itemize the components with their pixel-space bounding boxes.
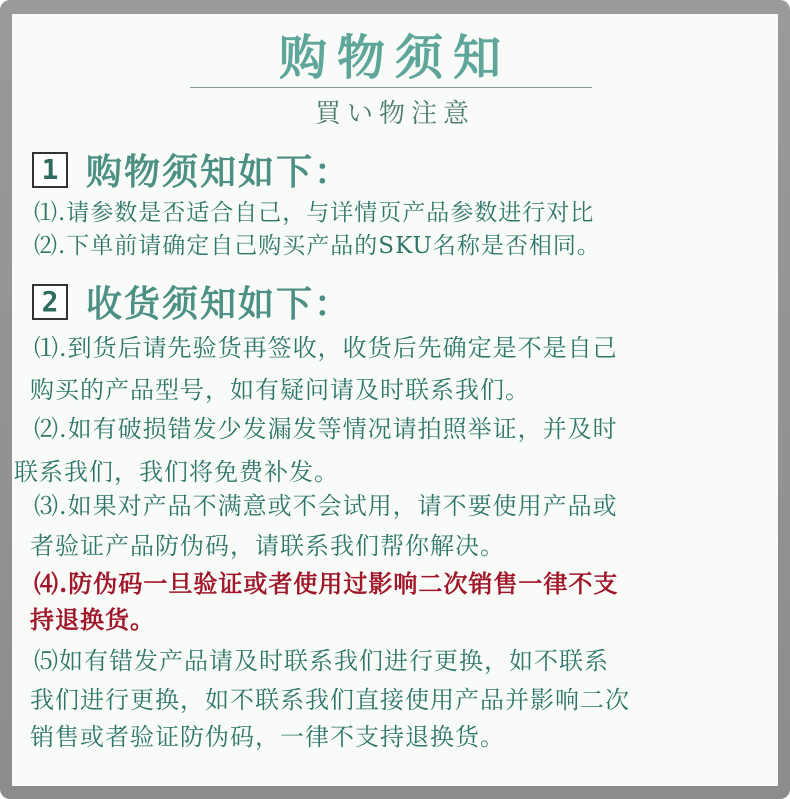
section-2-line: ⑸如有错发产品请及时联系我们进行更换，如不联系 [34,647,609,675]
section-2-line: ⑶.如果对产品不满意或不会试用，请不要使用产品或 [34,492,618,520]
section-2-title: 收货须知如下： [86,283,353,325]
section-2-line: 我们进行更换，如不联系我们直接使用产品并影响二次 [30,686,630,714]
title-divider [190,87,592,88]
section-2-number: 2 [32,284,68,320]
notice-panel [12,14,778,786]
section-2-warning-line: ⑷.防伪码一旦验证或者使用过影响二次销售一律不支 [34,569,619,598]
section-1-number: 1 [32,152,68,188]
section-2-line: 购买的产品型号，如有疑问请及时联系我们。 [30,376,530,404]
section-2-line: 联系我们，我们将免费补发。 [14,458,339,486]
page-subtitle: 買い物注意 [314,99,475,129]
section-2-heading [32,276,352,327]
section-1-line: ⑴.请参数是否适合自己，与详情页产品参数进行对比 [34,200,595,226]
page-title: 购物须知 [278,30,511,86]
section-2-line: ⑵.如有破损错发少发漏发等情况请拍照举证，并及时 [34,415,618,443]
section-2-line: ⑴.到货后请先验货再签收，收货后先确定是不是自己 [34,334,618,362]
section-1-line: ⑵.下单前请确定自己购买产品的SKU名称是否相同。 [34,233,601,259]
section-2-line: 者验证产品防伪码，请联系我们帮你解决。 [30,532,505,560]
section-2-warning-line: 持退换货。 [30,605,155,634]
section-2-line: 销售或者验证防伪码，一律不支持退换货。 [30,723,505,751]
section-1-title: 购物须知如下： [86,151,353,193]
section-1-heading [32,144,352,195]
